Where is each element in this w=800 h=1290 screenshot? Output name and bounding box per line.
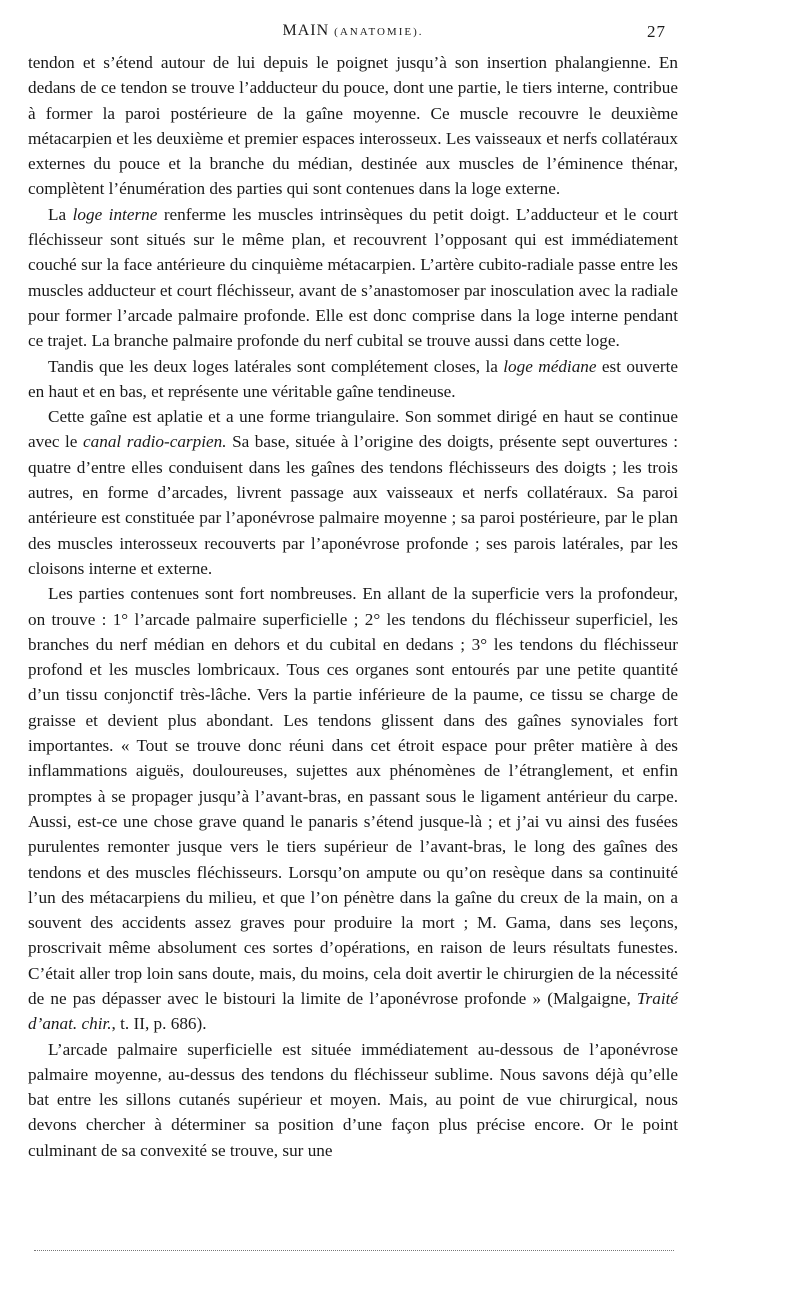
text-run: Tandis que les deux loges latérales sont complétement closes, la xyxy=(48,356,504,376)
page-number: 27 xyxy=(647,22,666,41)
text-run: La xyxy=(48,204,73,224)
paragraph xyxy=(28,581,678,1036)
paragraph xyxy=(28,1037,678,1163)
text-run: Cette gaîne est aplatie et a une forme triangulaire. Son sommet dirigé en haut se continue avec le xyxy=(28,407,678,452)
header-subtitle: (ANATOMIE). xyxy=(334,26,424,38)
paragraph xyxy=(28,354,678,405)
italic-text: loge interne xyxy=(72,204,158,224)
text-run: tendon et s’étend autour de lui depuis le poignet jusqu’à son insertion phalangienne. En dedans de ce tendon se trouve l’adducteur du pouce, dont une partie, le tiers interne, contribue à former la paroi postérieure de la gaîne moyenne. Ce muscle recouvre le deuxième métacarpien et les deuxième et premier espaces interosseux. Les vaisseaux et nerfs collatéraux externes du pouce et la branche du médian, destinée aux muscles de l’éminence thénar, complètent l’énumération des parties qui sont contenues dans la loge externe. xyxy=(28,53,678,199)
paragraph xyxy=(28,202,678,354)
header-title: MAIN xyxy=(282,22,330,39)
book-page xyxy=(28,22,678,1163)
text-run: L’arcade palmaire superficielle est située immédiatement au-dessous de l’aponévrose palmaire moyenne, au-dessus des tendons du fléchisseur sublime. Nous savons déjà qu’elle bat entre les sillons cutanés supérieur et moyen. Mais, au point de vue chirurgical, nous devons chercher à déterminer sa position d’une façon plus précise encore. Or le point culminant de sa convexité se trouve, sur une xyxy=(28,1039,678,1160)
text-run: renferme les muscles intrinsèques du petit doigt. L’adducteur et le court fléchisseur sont situés sur le même plan, et recouvrent l’opposant qui est immédiatement couché sur la face antérieure du cinquième métacarpien. L’artère cubito-radiale passe entre les muscles adducteur et court fléchisseur, avant de s’anastomoser par inosculation avec la radiale pour former l’arcade palmaire profonde. Elle est donc comprise dans la loge interne pendant ce trajet. La branche palmaire profonde du nerf cubital se trouve aussi dans cette loge. xyxy=(28,204,678,351)
running-header xyxy=(28,22,678,48)
text-run: Sa base, située à l’origine des doigts, présente sept ouvertures : quatre d’entre elles conduisent dans les gaînes des tendons fléchisseurs des doigts ; les trois autres, en forme d’arcades, livrent passage aux vaisseaux et nerfs collatéraux. Sa paroi antérieure est constituée par l’aponévrose palmaire moyenne ; sa paroi postérieure, par le plan des muscles interosseux recouverts par l’aponévrose profonde ; ses parois latérales, par les cloisons interne et externe. xyxy=(28,432,679,578)
text-run: , t. II, p. 686). xyxy=(111,1014,207,1034)
paragraph xyxy=(28,50,678,202)
text-run: est ouverte en haut et en bas, et représente une véritable gaîne tendineuse. xyxy=(28,356,678,401)
italic-text: loge médiane xyxy=(503,356,597,376)
italic-text: Traité d’anat. chir. xyxy=(28,988,678,1034)
italic-text: canal radio-carpien. xyxy=(83,432,227,452)
paragraph xyxy=(28,404,678,581)
footer-dotted-rule xyxy=(34,1250,674,1251)
running-title xyxy=(283,22,424,40)
text-run: Les parties contenues sont fort nombreuses. En allant de la superficie vers la profondeur, on trouve : 1° l’arcade palmaire superficielle ; 2° les tendons du fléchisseur superficiel, les branches du nerf médian en dehors et du cubital en dedans ; 3° les tendons du fléchisseur profond et les muscles lombricaux. Tous ces organes sont entourés par une petite quantité d’un tissu conjonctif très-lâche. Vers la partie inférieure de la paume, ce tissu se charge de graisse et devient plus abondant. Les tendons glissent dans des gaînes synoviales fort importantes. « Tout se trouve donc réuni dans cet étroit espace pour prêter matière à des inflammations aiguës, douloureuses, sujettes aux phénomènes de l’étranglement, et enfin promptes à se propager jusqu’à l’avant-bras, en passant sous le ligament antérieur du carpe. Aussi, est-ce une chose grave quand le panaris s’étend jusque-là ; et j’ai vu ainsi des fusées purulentes remonter jusque vers le tiers supérieur de l’avant-bras, le long des gaînes des tendons et des muscles fléchisseurs. Lorsqu’on ampute ou qu’on resèque dans sa continuité l’un des métacarpiens du milieu, et que l’on pénètre dans la gaîne du creux de la main, on a souvent des accidents assez graves pour produire la mort ; M. Gama, dans ses leçons, proscrivait même absolument ces sortes d’opérations, en raison de leurs résultats funestes. C’était aller trop loin sans doute, mais, du moins, cela doit avertir le chirurgien de la nécessité de ne pas dépasser avec le bistouri la limite de l’aponévrose profonde » (Malgaigne, xyxy=(28,584,678,1008)
body-text xyxy=(28,50,678,1163)
